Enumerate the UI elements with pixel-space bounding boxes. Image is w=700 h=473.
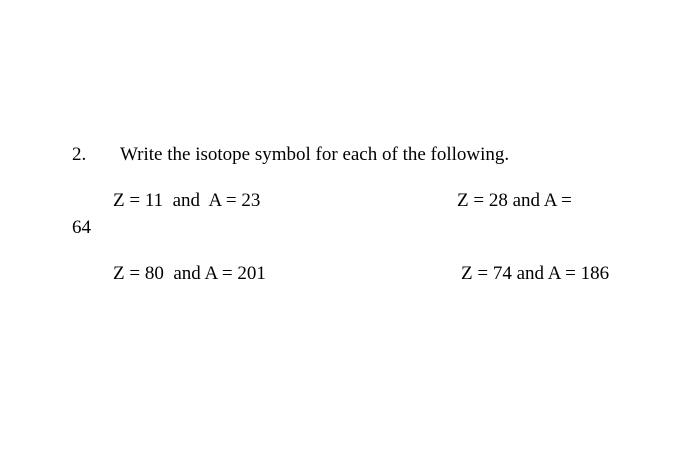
isotope-item-z80-a201: Z = 80 and A = 201 (113, 263, 266, 284)
question-prompt: Write the isotope symbol for each of the following. (120, 144, 510, 165)
isotope-item-z11-a23: Z = 11 and A = 23 (113, 190, 261, 211)
isotope-item-z74-a186: Z = 74 and A = 186 (461, 263, 610, 284)
question-number: 2. (72, 144, 87, 165)
isotope-item-z28-a-value: 64 (72, 217, 91, 238)
isotope-item-z28-a-label: Z = 28 and A = (457, 190, 572, 211)
